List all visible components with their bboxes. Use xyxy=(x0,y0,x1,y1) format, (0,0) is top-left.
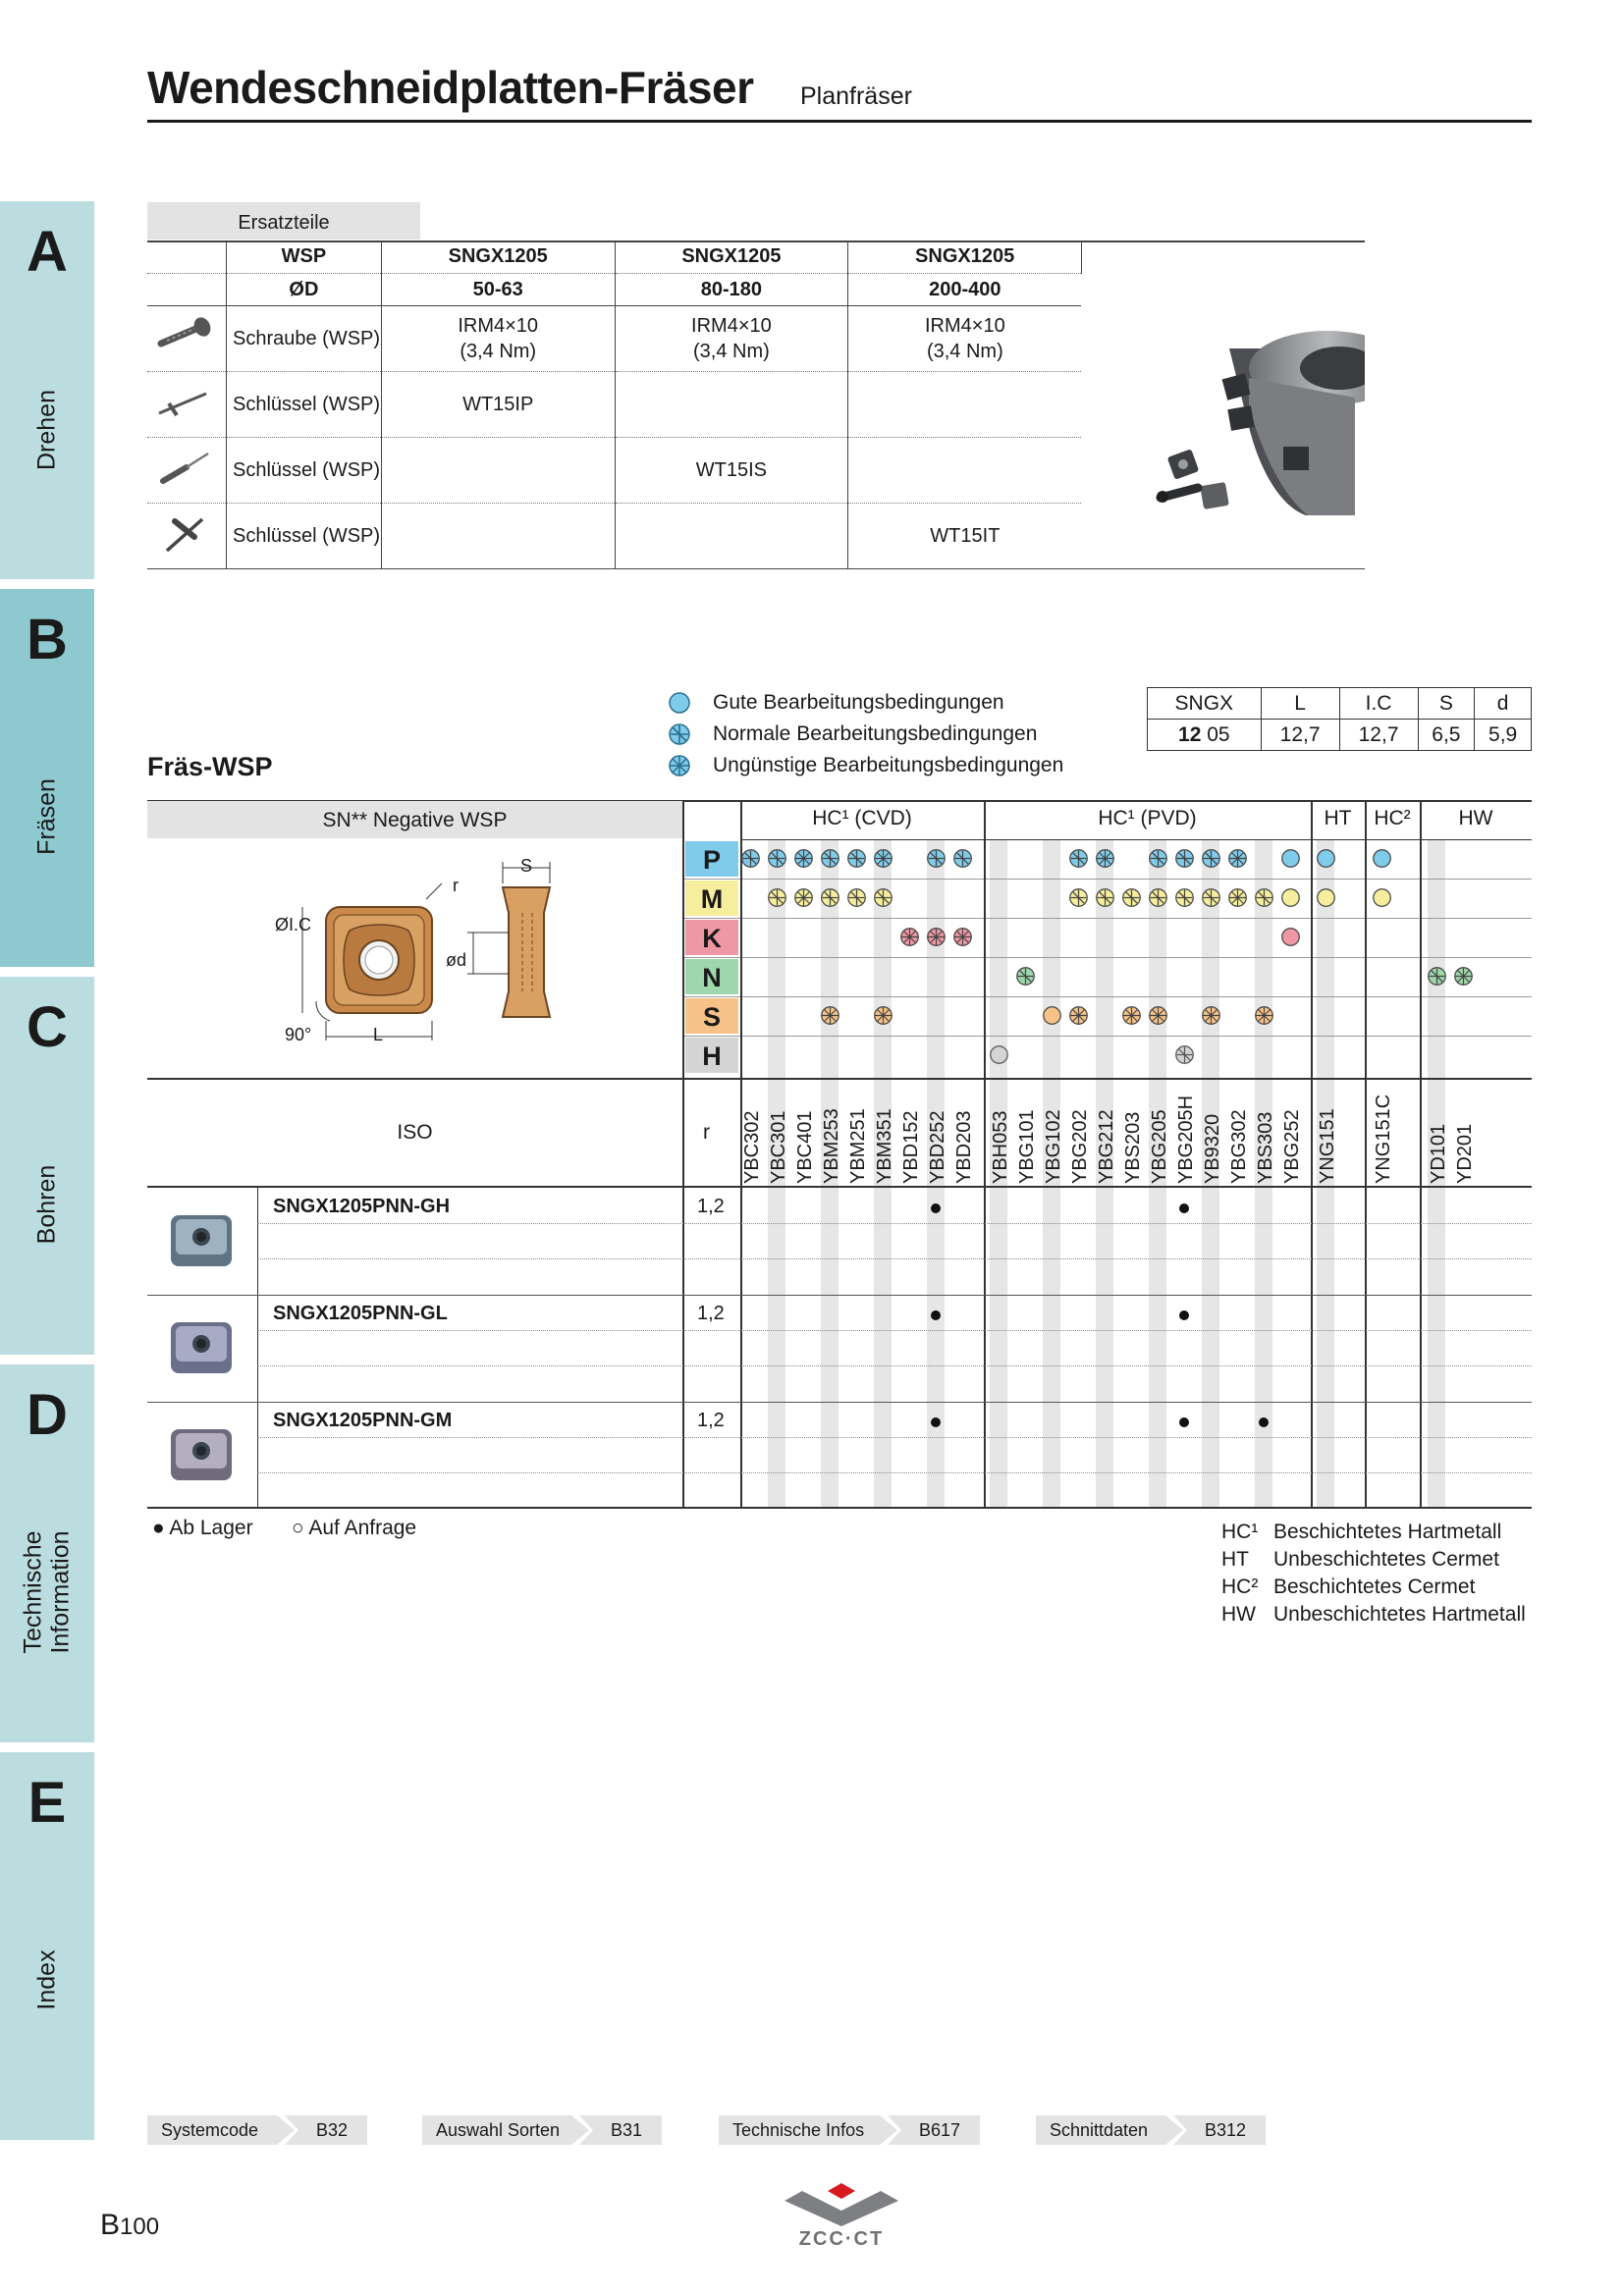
normal-conditions-icon xyxy=(740,848,761,869)
abbr-code: HC² xyxy=(1221,1575,1259,1598)
dim-header: L xyxy=(1261,688,1339,720)
drawing-label-ic: ØI.C xyxy=(275,915,312,934)
footer-link-label: Auswahl Sorten xyxy=(436,2120,561,2140)
drawing-label-s: S xyxy=(520,856,533,876)
drawing-label-r: r xyxy=(453,876,459,895)
dim-size: 12 05 xyxy=(1148,720,1262,751)
dim-value: 5,9 xyxy=(1475,720,1532,751)
grade-name: YBG202 xyxy=(1069,1109,1091,1184)
col-separator xyxy=(1311,800,1313,1507)
product-row-rule xyxy=(147,1295,1532,1296)
product-subrow-rule xyxy=(257,1365,1532,1366)
logo-text: ZCC·CT xyxy=(798,2228,885,2250)
ers-col-wsp: SNGX1205 xyxy=(615,240,848,273)
dim-header: S xyxy=(1418,688,1475,720)
chevron-right-icon xyxy=(568,2115,593,2145)
side-tab-label: Fräsen xyxy=(32,778,61,855)
grade-name: YBC302 xyxy=(741,1110,763,1184)
material-k: K xyxy=(685,920,738,955)
normal-conditions-icon xyxy=(952,848,973,869)
abbr-text: Unbeschichtetes Cermet xyxy=(1273,1548,1499,1571)
in-stock-dot xyxy=(1179,1203,1189,1213)
ers-row-label: Schlüssel (WSP) xyxy=(227,503,382,568)
legend-label: Normale Bearbeitungsbedingungen xyxy=(713,722,1038,745)
side-tab-letter: C xyxy=(27,995,68,1059)
grade-name: YBG205H xyxy=(1175,1095,1197,1184)
product-radius: 1,2 xyxy=(697,1196,725,1217)
normal-conditions-icon xyxy=(1068,887,1089,908)
material-row-rule xyxy=(682,957,1532,958)
ersatzteile-heading: Ersatzteile xyxy=(147,202,420,240)
footer-link-page: B31 xyxy=(611,2120,643,2140)
normal-conditions-icon xyxy=(820,887,840,908)
normal-conditions-icon xyxy=(1254,887,1274,908)
footer-link-page: B32 xyxy=(316,2120,349,2140)
ers-cell: IRM4×10 (3,4 Nm) xyxy=(381,305,615,371)
footer-link-technische-infos[interactable] xyxy=(719,2115,980,2145)
normal-conditions-icon xyxy=(873,887,893,908)
iso-header-bottom-rule xyxy=(147,1186,1532,1188)
stock-legend-in-stock: ● Ab Lager xyxy=(152,1517,253,1539)
good-conditions-icon xyxy=(989,1044,1009,1065)
grade-name: YBG302 xyxy=(1228,1109,1250,1184)
good-conditions-icon xyxy=(1042,1005,1062,1026)
normal-conditions-icon xyxy=(1174,887,1195,908)
bad-conditions-icon xyxy=(820,1005,840,1026)
bad-conditions-icon xyxy=(952,927,973,947)
col-separator xyxy=(1365,800,1367,1507)
bad-conditions-icon xyxy=(793,848,814,869)
normal-conditions-icon xyxy=(1201,848,1221,869)
abbr-code: HT xyxy=(1221,1548,1249,1571)
good-conditions-icon xyxy=(1316,887,1336,908)
in-stock-dot xyxy=(1179,1310,1189,1320)
bad-conditions-icon xyxy=(1254,1005,1274,1026)
normal-conditions-icon xyxy=(1015,966,1036,987)
product-subrow-rule xyxy=(257,1330,1532,1331)
product-subrow-rule xyxy=(257,1472,1532,1473)
abbr-text: Beschichtetes Hartmetall xyxy=(1273,1521,1502,1543)
bad-conditions-icon xyxy=(1148,1005,1168,1026)
normal-conditions-icon xyxy=(820,848,840,869)
ers-col-wsp: SNGX1205 xyxy=(848,240,1082,273)
side-tab-letter: E xyxy=(27,1771,67,1835)
grade-name: YNG151 xyxy=(1317,1108,1338,1184)
iso-header-top-rule xyxy=(147,1078,1532,1080)
product-subrow-rule xyxy=(257,1223,1532,1224)
normal-conditions-icon xyxy=(846,887,867,908)
side-tab-letter: D xyxy=(27,1383,68,1447)
bad-conditions-icon xyxy=(793,887,814,908)
normal-conditions-icon xyxy=(1095,887,1115,908)
dim-value: 12,7 xyxy=(1261,720,1339,751)
grade-name: YBM351 xyxy=(874,1108,895,1184)
zcc-ct-logo xyxy=(783,2181,900,2232)
drawing-label-angle: 90° xyxy=(285,1025,312,1044)
product-subrow-rule xyxy=(257,1437,1532,1438)
legend-label: Gute Bearbeitungsbedingungen xyxy=(713,691,1004,714)
product-name[interactable]: SNGX1205PNN-GH xyxy=(273,1196,451,1217)
grade-name: YBC301 xyxy=(768,1110,789,1184)
grade-name: YBM253 xyxy=(821,1108,842,1184)
ers-col-d: 200-400 xyxy=(848,273,1082,305)
ers-head-wsp: WSP xyxy=(227,240,382,273)
page-number: B100 xyxy=(100,2209,160,2241)
normal-conditions-icon xyxy=(767,887,787,908)
bad-conditions-icon xyxy=(1121,1005,1142,1026)
in-stock-dot xyxy=(1179,1417,1189,1427)
grade-name: YBG102 xyxy=(1043,1109,1064,1184)
footer-link-schnittdaten[interactable] xyxy=(1036,2115,1266,2145)
r-label: r xyxy=(703,1121,710,1144)
grade-name: YBD252 xyxy=(927,1110,948,1184)
normal-conditions-icon xyxy=(1201,887,1221,908)
grade-name: YBG212 xyxy=(1096,1109,1117,1184)
material-row-rule xyxy=(682,918,1532,919)
product-subrow-rule xyxy=(257,1258,1532,1259)
page-subtitle: Planfräser xyxy=(800,82,912,110)
material-row-rule xyxy=(682,879,1532,880)
ers-row-label: Schlüssel (WSP) xyxy=(227,437,382,503)
footer-link-label: Technische Infos xyxy=(732,2120,865,2140)
in-stock-dot xyxy=(931,1310,941,1320)
material-row-rule xyxy=(682,1036,1532,1037)
dim-value: 12,7 xyxy=(1339,720,1418,751)
ers-head-od: ØD xyxy=(227,273,382,305)
footer-link-auswahl[interactable] xyxy=(422,2115,662,2145)
in-stock-dot xyxy=(1259,1417,1269,1427)
legend-label: Ungünstige Bearbeitungsbedingungen xyxy=(713,754,1064,776)
wsp-title-cell: SN** Negative WSP xyxy=(147,801,682,838)
bad-conditions-icon xyxy=(1453,966,1474,987)
insert-photo-icon xyxy=(167,1312,236,1381)
abbr-text: Beschichtetes Cermet xyxy=(1273,1575,1476,1598)
chevron-right-icon xyxy=(1162,2115,1187,2145)
grade-name: YD201 xyxy=(1454,1123,1476,1184)
bad-conditions-icon xyxy=(873,1005,893,1026)
normal-conditions-icon xyxy=(926,848,947,869)
side-tab-label: Technische Information xyxy=(19,1530,74,1654)
side-tab-letter: B xyxy=(27,608,68,671)
grade-name: YBG101 xyxy=(1016,1109,1038,1184)
drawing-label-d: ød xyxy=(446,950,467,970)
grade-name: YBC401 xyxy=(794,1110,816,1184)
bad-conditions-icon xyxy=(926,927,947,947)
product-row-rule xyxy=(147,1402,1532,1403)
grade-name: YB9320 xyxy=(1202,1113,1223,1184)
stock-legend-on-request: ○ Auf Anfrage xyxy=(292,1517,417,1539)
side-tab-label: Drehen xyxy=(32,390,61,470)
insert-photo-icon xyxy=(167,1205,236,1274)
group-header: HC¹ (CVD) xyxy=(812,807,912,829)
grade-name: YBG205 xyxy=(1149,1109,1170,1184)
grade-name: YNG151C xyxy=(1373,1094,1394,1184)
grade-name: YBH053 xyxy=(990,1110,1011,1184)
good-conditions-icon xyxy=(1372,887,1392,908)
chevron-right-icon xyxy=(273,2115,298,2145)
normal-conditions-icon xyxy=(767,848,787,869)
ers-cell: WT15IT xyxy=(848,503,1082,568)
footer-link-page: B312 xyxy=(1205,2120,1247,2140)
iso-label: ISO xyxy=(397,1121,433,1144)
abbr-code: HC¹ xyxy=(1221,1521,1259,1543)
abbreviations xyxy=(1221,1519,1526,1629)
group-header: HC² xyxy=(1374,807,1411,829)
material-m: M xyxy=(685,881,738,916)
group-header-rule xyxy=(740,839,1532,840)
ers-cell: IRM4×10 (3,4 Nm) xyxy=(615,305,848,371)
grade-name: YBS303 xyxy=(1255,1111,1276,1184)
footer-link-page: B617 xyxy=(919,2120,961,2140)
product-radius: 1,2 xyxy=(697,1303,725,1324)
good-conditions-icon xyxy=(1280,927,1301,947)
normal-conditions-icon xyxy=(846,848,867,869)
material-p: P xyxy=(685,841,738,877)
grade-name: YBD203 xyxy=(953,1110,975,1184)
ers-col-wsp: SNGX1205 xyxy=(381,240,615,273)
normal-conditions-icon xyxy=(1148,887,1168,908)
good-conditions-icon xyxy=(1372,848,1392,869)
grade-name: YD101 xyxy=(1428,1123,1449,1184)
bad-conditions-icon xyxy=(873,848,893,869)
group-header: HC¹ (PVD) xyxy=(1098,807,1197,829)
grade-name: YBG252 xyxy=(1281,1109,1303,1184)
grade-name: YBM251 xyxy=(847,1108,869,1184)
chevron-right-icon xyxy=(876,2115,901,2145)
ers-col-d: 50-63 xyxy=(381,273,615,305)
col-separator xyxy=(257,1186,258,1507)
dim-header: I.C xyxy=(1339,688,1418,720)
normal-conditions-icon xyxy=(1148,848,1168,869)
dim-value: 6,5 xyxy=(1418,720,1475,751)
group-header: HW xyxy=(1458,807,1493,829)
footer-link-label: Schnittdaten xyxy=(1050,2120,1149,2140)
ers-cell: WT15IP xyxy=(381,371,615,437)
normal-conditions-icon xyxy=(1427,966,1447,987)
side-tab-letter: A xyxy=(27,220,68,284)
product-name[interactable]: SNGX1205PNN-GL xyxy=(273,1303,448,1324)
bad-conditions-icon xyxy=(1068,1005,1089,1026)
grade-name: YBS203 xyxy=(1122,1111,1144,1184)
insert-photo-icon xyxy=(167,1419,236,1488)
col-separator xyxy=(1420,800,1422,1507)
ers-col-d: 80-180 xyxy=(615,273,848,305)
grade-name: YBD152 xyxy=(900,1110,922,1184)
bad-conditions-icon xyxy=(1095,848,1115,869)
bad-conditions-icon xyxy=(1227,848,1248,869)
material-h: H xyxy=(685,1038,738,1073)
abbr-code: HW xyxy=(1221,1603,1256,1626)
material-row-rule xyxy=(682,996,1532,997)
ers-cell: IRM4×10 (3,4 Nm) xyxy=(848,305,1082,371)
side-tab-label: Bohren xyxy=(32,1164,61,1245)
side-tab-label: Index xyxy=(32,1949,61,2010)
material-s: S xyxy=(685,998,738,1034)
insert-drawing xyxy=(265,854,579,1060)
dim-header: d xyxy=(1475,688,1532,720)
in-stock-dot xyxy=(931,1203,941,1213)
normal-conditions-icon xyxy=(1068,848,1089,869)
good-conditions-icon xyxy=(1280,887,1301,908)
grid-bottom-rule xyxy=(147,1507,1532,1509)
bad-conditions-icon xyxy=(1201,1005,1221,1026)
normal-conditions-icon xyxy=(1174,848,1195,869)
page-title: Wendeschneidplatten-Fräser xyxy=(147,62,754,113)
normal-conditions-icon xyxy=(1174,1044,1195,1065)
dim-header: SNGX xyxy=(1148,688,1262,720)
ers-row-label: Schraube (WSP) xyxy=(227,305,382,371)
bad-conditions-icon xyxy=(1227,887,1248,908)
footer-link-label: Systemcode xyxy=(161,2120,259,2140)
group-header: HT xyxy=(1324,807,1352,829)
product-name[interactable]: SNGX1205PNN-GM xyxy=(273,1410,453,1431)
drawing-label-l: L xyxy=(373,1025,384,1044)
normal-conditions-icon xyxy=(1121,887,1142,908)
in-stock-dot xyxy=(931,1417,941,1427)
good-conditions-icon xyxy=(1280,848,1301,869)
col-separator xyxy=(682,800,684,1507)
section-title: Fräs-WSP xyxy=(147,752,273,781)
footer-link-systemcode[interactable] xyxy=(147,2115,367,2145)
bad-conditions-icon xyxy=(899,927,920,947)
material-n: N xyxy=(685,959,738,994)
good-conditions-icon xyxy=(1316,848,1336,869)
col-separator xyxy=(984,800,986,1507)
product-radius: 1,2 xyxy=(697,1410,725,1431)
abbr-text: Unbeschichtetes Hartmetall xyxy=(1273,1603,1526,1626)
ers-cell: WT15IS xyxy=(615,437,848,503)
ers-row-label: Schlüssel (WSP) xyxy=(227,371,382,437)
